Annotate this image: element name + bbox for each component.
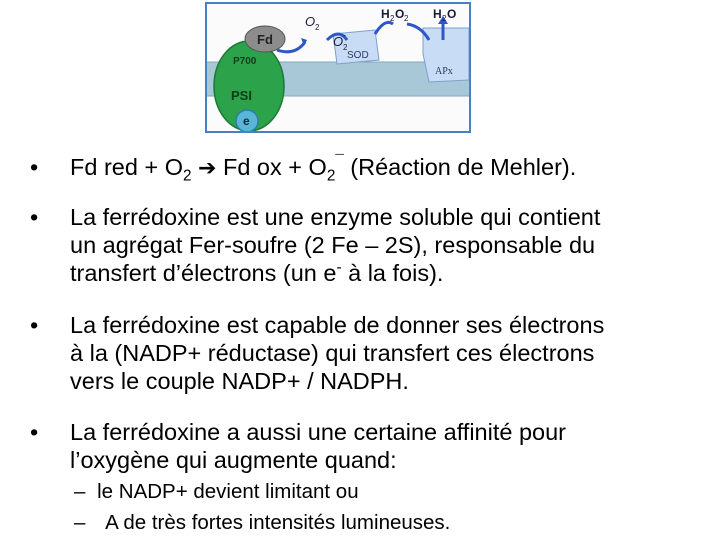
eq-reactants: Fd red + O	[70, 154, 183, 180]
eq-o2-product-subscript: 2	[326, 167, 336, 185]
bullet-dot: •	[30, 419, 39, 445]
figure-diagram	[207, 4, 469, 131]
right-arrow-icon: ➔	[198, 155, 217, 180]
sod-label: SOD	[347, 50, 369, 61]
eq-superoxide-superscript: ¯	[335, 153, 344, 171]
p700-label: P700	[233, 56, 257, 67]
eq-products: Fd ox + O	[216, 154, 327, 180]
e-label: e	[243, 114, 250, 128]
psi-label: PSI	[231, 88, 252, 103]
bullet-dot: •	[30, 204, 39, 230]
fd-label: Fd	[257, 32, 273, 47]
h2o-label-h: H	[433, 7, 442, 21]
eq-reaction-name: (Réaction de Mehler).	[343, 154, 577, 180]
text-line: La ferrédoxine a aussi une certaine affinité pour	[70, 419, 567, 445]
text-fragment: à la fois).	[341, 260, 444, 286]
sub-bullet-text: le NADP+ devient limitant ou	[97, 480, 359, 503]
text-line: un agrégat Fer-soufre (2 Fe – 2S), responsable du	[70, 232, 596, 258]
superoxide-sup: -	[343, 30, 346, 40]
h2o-sub: 2	[442, 14, 447, 23]
sub-bullet-high-light	[74, 511, 450, 535]
text-line: l’oxygène qui augmente quand:	[70, 447, 397, 473]
h2o-label-o: O	[447, 7, 457, 21]
text-line: La ferrédoxine est capable de donner ses électrons	[70, 312, 605, 338]
text-line: La ferrédoxine est une enzyme soluble qui contient	[70, 204, 601, 230]
sub-bullet-text: A de très fortes intensités lumineuses.	[105, 511, 451, 534]
sub-bullet-nadp-limiting	[74, 480, 359, 504]
o2-sub: 2	[315, 23, 320, 32]
text-line: vers le couple NADP+ / NADPH.	[70, 368, 409, 394]
text-line: à la (NADP+ réductase) qui transfert ces électrons	[70, 340, 595, 366]
h2o2-sub1: 2	[390, 14, 395, 23]
text-line	[70, 260, 443, 287]
superoxide-sub: 2	[343, 43, 348, 52]
mehler-reaction-figure	[205, 2, 471, 133]
dash: –	[74, 511, 86, 534]
eq-o2-subscript: 2	[182, 167, 192, 185]
bullet-dot: •	[30, 312, 39, 338]
mehler-equation	[70, 153, 577, 185]
h2o2-sub2: 2	[404, 14, 409, 23]
electron-charge-superscript: -	[336, 259, 342, 277]
bullet-dot: •	[30, 154, 39, 180]
superoxide-label: O	[333, 34, 344, 49]
h2o2-label-h: H	[381, 7, 390, 21]
dash: –	[74, 480, 86, 503]
h2o2-label-o: O	[395, 7, 405, 21]
arrow-sod-to-h2o2	[375, 22, 393, 34]
o2-label: O	[305, 14, 316, 29]
text-fragment: transfert d’électrons (un e	[70, 260, 337, 286]
apx-label: APx	[435, 66, 453, 77]
